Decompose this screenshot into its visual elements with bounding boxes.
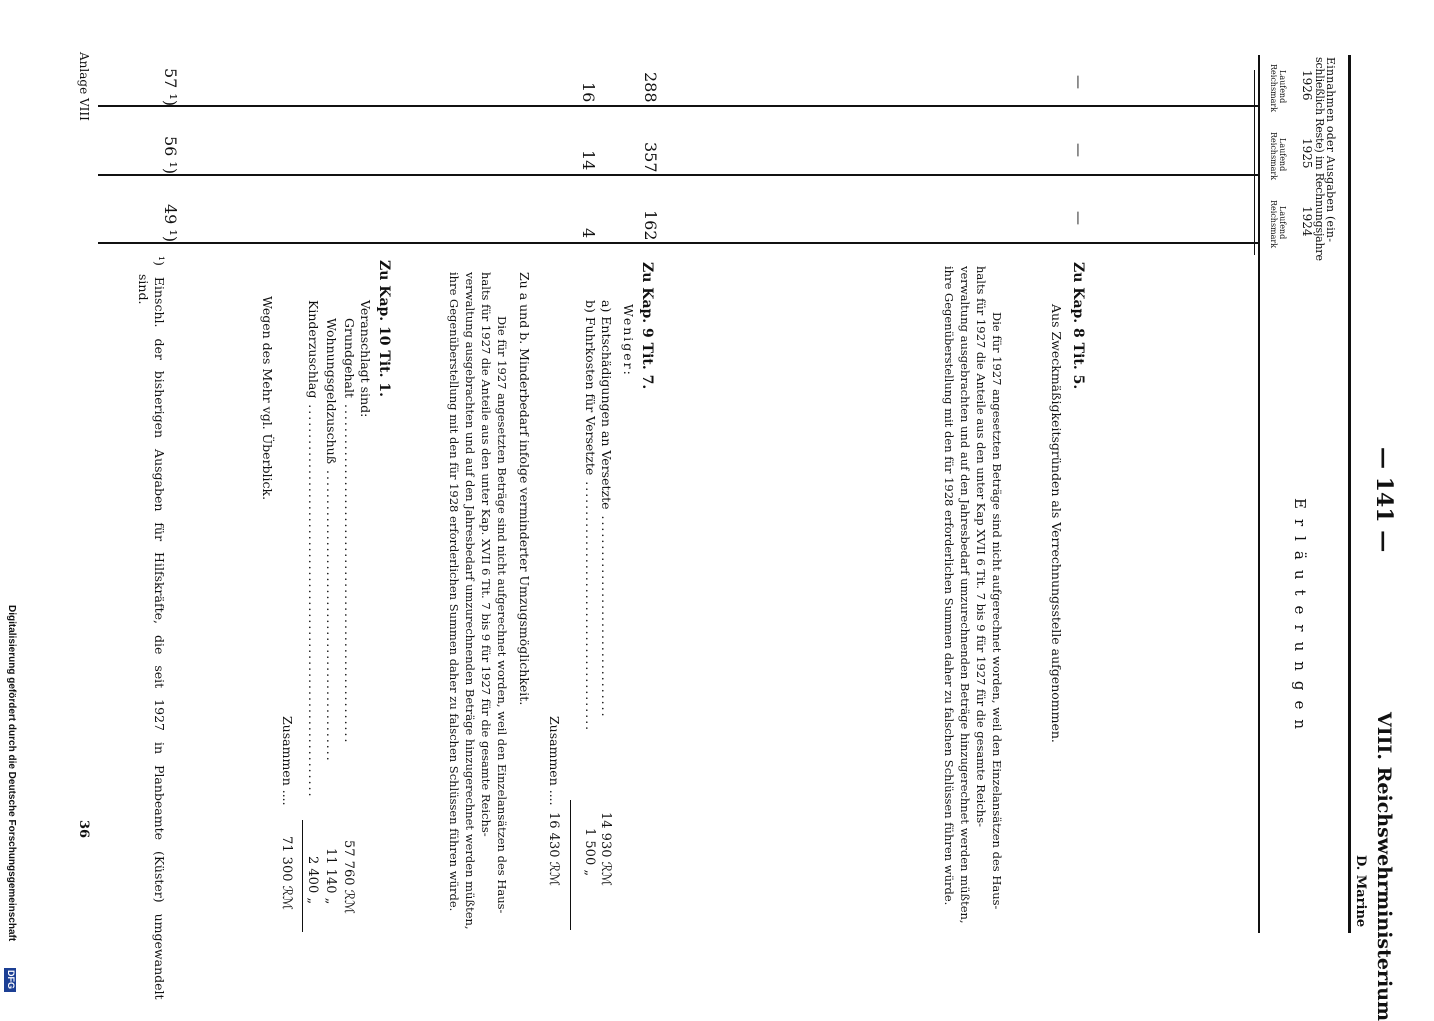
- row3-1924: 4: [579, 228, 598, 239]
- unit-1924-line1: Laufend: [1278, 206, 1287, 240]
- page-number: — 141 —: [1371, 447, 1397, 553]
- kap9-weniger: Weniger:: [621, 304, 636, 377]
- row4-1926: 57 ¹): [161, 68, 180, 107]
- column-rule-1925-1924: [98, 174, 1260, 176]
- dfg-credit: Digitalisierung gefördert durch die Deutsche Forschungsgemeinschaft: [6, 605, 17, 942]
- kap10-remark: Wegen des Mehr vgl. Überblick.: [260, 296, 275, 501]
- kap10-item-value: 11 140 „: [323, 848, 338, 905]
- kap10-item-kinderzuschlag: [307, 300, 320, 799]
- leader-dots: .................................................: [324, 464, 339, 763]
- column-header-erlaeuterungen: Erläuterungen: [1291, 498, 1309, 740]
- unit-1925-line2: Reichsmark: [1269, 132, 1278, 181]
- year-1924: 1924: [1300, 206, 1314, 237]
- kap9-sum-rule: [570, 800, 571, 930]
- section-subtitle: D. Marine: [1353, 855, 1368, 928]
- row4-1925: 56 ¹): [161, 136, 180, 175]
- row3-1925: 14: [579, 150, 598, 171]
- kap10-item-wohnungsgeld: [325, 318, 338, 763]
- column-rule-1926-1925: [98, 105, 1260, 107]
- kap9-item-a: [600, 300, 613, 719]
- kap9-sum-label: Zusammen ....: [547, 716, 562, 806]
- kap9-sum-value: 16 430 ℛℳ: [546, 812, 561, 886]
- dfg-logo: [4, 968, 16, 992]
- kap9-heading: Zu Kap. 9 Tit. 7.: [639, 262, 655, 390]
- leader-dots: ..................................: [599, 509, 614, 719]
- top-rule: [1348, 55, 1351, 933]
- kap8-heading: Zu Kap. 8 Tit. 5.: [1070, 262, 1086, 390]
- leader-dots: ..........................................: [583, 475, 598, 733]
- kap10-item-value: 57 760 ℛℳ: [341, 840, 356, 914]
- kap10-sum-value: 71 300 ℛℳ: [279, 836, 294, 910]
- kap9-item-b-label: b) Fuhrkosten für Versetzte: [583, 300, 598, 476]
- column-rule-1924-text: [98, 242, 1260, 244]
- kap10-item-grundgehalt: [343, 318, 356, 744]
- row2-1925: 357: [641, 142, 660, 173]
- kap9-item-b-value: 1 500 „: [582, 828, 597, 877]
- kap9-item-a-value: 14 930 ℛℳ: [598, 812, 613, 886]
- header-divider-rule: [1258, 55, 1260, 933]
- kap10-sum-rule: [302, 820, 303, 932]
- kap10-heading: Zu Kap. 10 Tit. 1.: [376, 260, 392, 397]
- kap10-item-value: 2 400 „: [305, 856, 320, 905]
- row3-1926: 16: [579, 82, 598, 103]
- kap10-item-label: Wohnungsgeldzuschuß: [324, 318, 339, 465]
- leader-dots: .........................................................: [342, 398, 357, 745]
- kap9-para-line1: Die für 1927 angesetzten Beträge sind nicht aufgerechnet worden, weil den Einzelansätzen des Haus-: [495, 316, 509, 914]
- kap10-sum-label: Zusammen ....: [280, 716, 295, 806]
- table-caption-line1: Einnahmen oder Ausgaben (ein-: [1324, 57, 1337, 243]
- anlage-label: Anlage VIII: [77, 52, 91, 121]
- kap8-para-line1: Die für 1927 angesetzten Beträge sind nicht aufgerechnet worden, weil den Einzelansätzen des Haus-: [990, 312, 1004, 910]
- kap9-item-a-label: a) Entschädigungen an Versetzte: [599, 300, 614, 510]
- unit-1925-line1: Laufend: [1278, 138, 1287, 172]
- kap8-subheading: Aus Zweckmäßigkeitsgründen als Verrechnungsstelle aufgenommen.: [1049, 304, 1064, 743]
- row2-1924: 162: [641, 210, 660, 241]
- table-caption-line2: schließlich Reste) im Rechnungsjahre: [1313, 57, 1326, 261]
- section-title: VIII. Reichswehrministerium: [1373, 712, 1395, 1021]
- year-1925: 1925: [1300, 138, 1314, 169]
- unit-1926-line1: Laufend: [1278, 70, 1287, 104]
- footnote-line1: ¹) Einschl. der bisherigen Ausgaben für Hilfskräfte, die seit 1927 in Planbeamte (Küster) umgewandelt: [152, 256, 167, 1000]
- kap8-para-line2: halts für 1927 die Anteile aus den unter Kap XVII 6 Tit. 7 bis 9 für 1927 für die gesamte Reichs-: [974, 266, 988, 827]
- kap10-item-label: Grundgehalt: [342, 318, 357, 398]
- folio-number: 36: [76, 820, 91, 839]
- kap9-item-b: [584, 300, 597, 732]
- row1-1926: —: [1070, 75, 1086, 89]
- year-1926: 1926: [1300, 70, 1314, 101]
- row1-1924: —: [1070, 211, 1086, 225]
- kap9-note-heading: Zu a und b. Minderbedarf infolge verminderter Umzugsmöglichkeit.: [517, 272, 532, 706]
- row1-1925: —: [1070, 143, 1086, 157]
- kap10-intro: Veranschlagt sind:: [358, 300, 373, 418]
- kap10-item-label: Kinderzuschlag: [306, 300, 321, 399]
- row4-1924: 49 ¹): [161, 204, 180, 243]
- kap9-para-line3: verwaltung ausgebrachten und auf den Jahresbedarf umzurechnenden Beträge hinzugerechnet werden müßten,: [463, 272, 477, 930]
- kap9-para-line2: halts für 1927 die Anteile aus den unter Kap. XVII 6 Tit. 7 bis 9 für 1927 für die gesamte Reichs-: [479, 272, 493, 837]
- unit-1926-line2: Reichsmark: [1269, 64, 1278, 113]
- row2-1926: 288: [641, 72, 660, 103]
- kap8-para-line3: verwaltung ausgebrachten und auf den Jahresbedarf umzurechnenden Beträge hinzugerechnet werden müßten,: [958, 266, 972, 924]
- footnote-line2: sind.: [136, 274, 151, 305]
- unit-1924-line2: Reichsmark: [1269, 200, 1278, 249]
- kap9-para-line4: ihre Gegenüberstellung mit den für 1928 erforderlichen Summen daher zu falschen Schlüssen führen würde.: [447, 272, 461, 912]
- table-inner-rule: [1254, 70, 1255, 255]
- leader-dots: ..................................................................: [306, 398, 321, 799]
- dfg-logo-text: DFG: [6, 970, 16, 989]
- kap8-para-line4: ihre Gegenüberstellung mit den für 1928 erforderlichen Summen daher zu falschen Schlüssen führen würde.: [942, 266, 956, 906]
